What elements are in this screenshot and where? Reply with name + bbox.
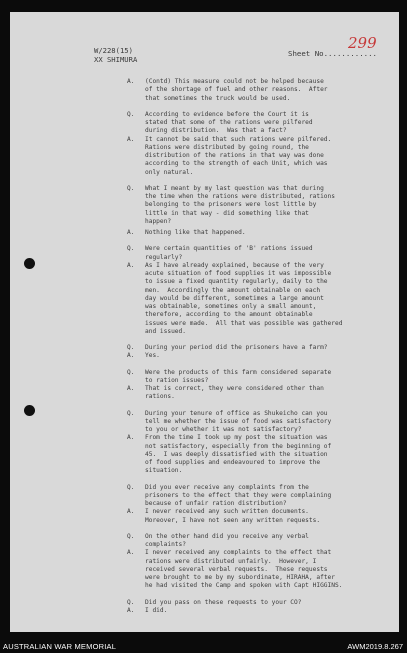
speaker-marker: Q.	[127, 409, 135, 417]
entry-text: According to evidence before the Court it is stated that some of the rations were pilfered during distribution. Was that a fact?	[145, 110, 313, 135]
speaker-marker: A.	[127, 434, 135, 442]
entry-text: Were the products of this farm considered separate to ration issues?	[145, 368, 332, 384]
reference-number: W/228(15)	[94, 46, 133, 55]
sheet-number-handwritten: 299	[348, 34, 377, 52]
entry-text: I did.	[145, 606, 168, 614]
transcript-entry	[10, 185, 399, 226]
speaker-marker: Q.	[127, 184, 135, 192]
transcript-entry	[10, 352, 399, 360]
entry-text: Were certain quantities of 'B' rations issued regularly?	[145, 245, 313, 261]
entry-text: Did you pass on these requests to your CO?	[145, 598, 302, 606]
entry-text: Yes.	[145, 352, 160, 360]
entry-text: What I meant by my last question was that during the time when the rations were distributed, rations belonging to the prisoners were lost little by little in that way - did something like that happen?	[145, 184, 335, 225]
transcript-entry	[10, 533, 399, 550]
speaker-marker: A.	[127, 229, 135, 236]
speaker-marker: Q.	[127, 245, 135, 253]
speaker-marker: A.	[127, 135, 135, 143]
transcript-entry	[10, 410, 399, 435]
archive-name: AUSTRALIAN WAR MEMORIAL	[3, 642, 117, 651]
document-header	[94, 46, 137, 64]
transcript-entry	[10, 262, 399, 336]
transcript-entry	[10, 484, 399, 509]
entry-text: From the time I took up my post the situation was not satisfactory, especially from the beginning of 45. I was deeply dissatisfied with the situation of food supplies and endeavoured to improve the situation.	[145, 434, 332, 475]
subject-name: XX SHIMURA	[94, 55, 138, 64]
speaker-marker: A.	[127, 261, 135, 269]
transcript-entry	[10, 369, 399, 386]
transcript-entry	[10, 607, 399, 615]
entry-text: Nothing like that happened.	[145, 229, 246, 236]
speaker-marker: A.	[127, 508, 135, 516]
transcript-entry	[10, 344, 399, 352]
archive-footer	[0, 640, 407, 653]
entry-text: (Contd) This measure could not be helped because of the shortage of fuel and other reasons. After that sometimes the truck would be used.	[145, 78, 328, 102]
entry-text: That is correct, they were considered other than rations.	[145, 385, 324, 401]
speaker-marker: Q.	[127, 110, 135, 118]
transcript-entry	[10, 78, 399, 103]
speaker-marker: Q.	[127, 344, 135, 351]
speaker-marker: A.	[127, 352, 135, 360]
transcript-entry	[10, 549, 399, 590]
entry-text: Did you ever receive any complaints from the prisoners to the effect that they were complaining because of unfair ration distribution?	[145, 483, 332, 507]
speaker-marker: A.	[127, 385, 135, 392]
speaker-marker: A.	[127, 606, 135, 614]
transcript-entry	[10, 136, 399, 177]
entry-text: On the other hand did you receive any verbal complaints?	[145, 532, 309, 548]
sheet-label: Sheet No............	[288, 49, 378, 58]
entry-text: It cannot be said that such rations were pilfered. Rations were distributed by going round, the distribution of the rations in that way was done according to the strength of each Unit, which was only natural.	[145, 135, 332, 176]
transcript-entry	[10, 111, 399, 136]
transcript-entry	[10, 229, 399, 237]
entry-text: As I have already explained, because of the very acute situation of food supplies it was impossible to issue a fixed quantity regularly, daily to the men. Accordingly the amount obtainable on each day would be different, sometimes a large amount was obtainable, sometimes only a small amount, therefore, according to the amount obtainable issues were made. All that was possible was gathered and issued.	[145, 261, 343, 335]
transcript-entry	[10, 245, 399, 262]
transcript-entry	[10, 385, 399, 402]
transcript-entry	[10, 599, 399, 607]
speaker-marker: Q.	[127, 532, 135, 540]
document-page	[10, 12, 399, 632]
entry-text: I never received any complaints to the effect that rations were distributed unfairly. However, I received several verbal requests. These requests were brought to me by my subordinate, HIRAHA, after he had visited the Camp and spoken with Capt HIGGINS.	[145, 549, 343, 590]
transcript-body	[10, 78, 399, 615]
speaker-marker: Q.	[127, 598, 135, 606]
transcript-entry	[10, 434, 399, 475]
speaker-marker: A.	[127, 549, 135, 557]
transcript-entry	[10, 508, 399, 525]
entry-text: During your tenure of office as Shukeicho can you tell me whether the issue of food was satisfactory to you or whether it was not satisfactory?	[145, 409, 332, 433]
speaker-marker: Q.	[127, 483, 135, 491]
entry-text: During your period did the prisoners have a farm?	[145, 344, 328, 351]
archive-reference: AWM2019.8.267	[347, 642, 403, 651]
speaker-marker: A.	[127, 78, 135, 85]
speaker-marker: Q.	[127, 368, 135, 376]
entry-text: I never received any such written documents. Moreover, I have not seen any written requests.	[145, 508, 321, 524]
